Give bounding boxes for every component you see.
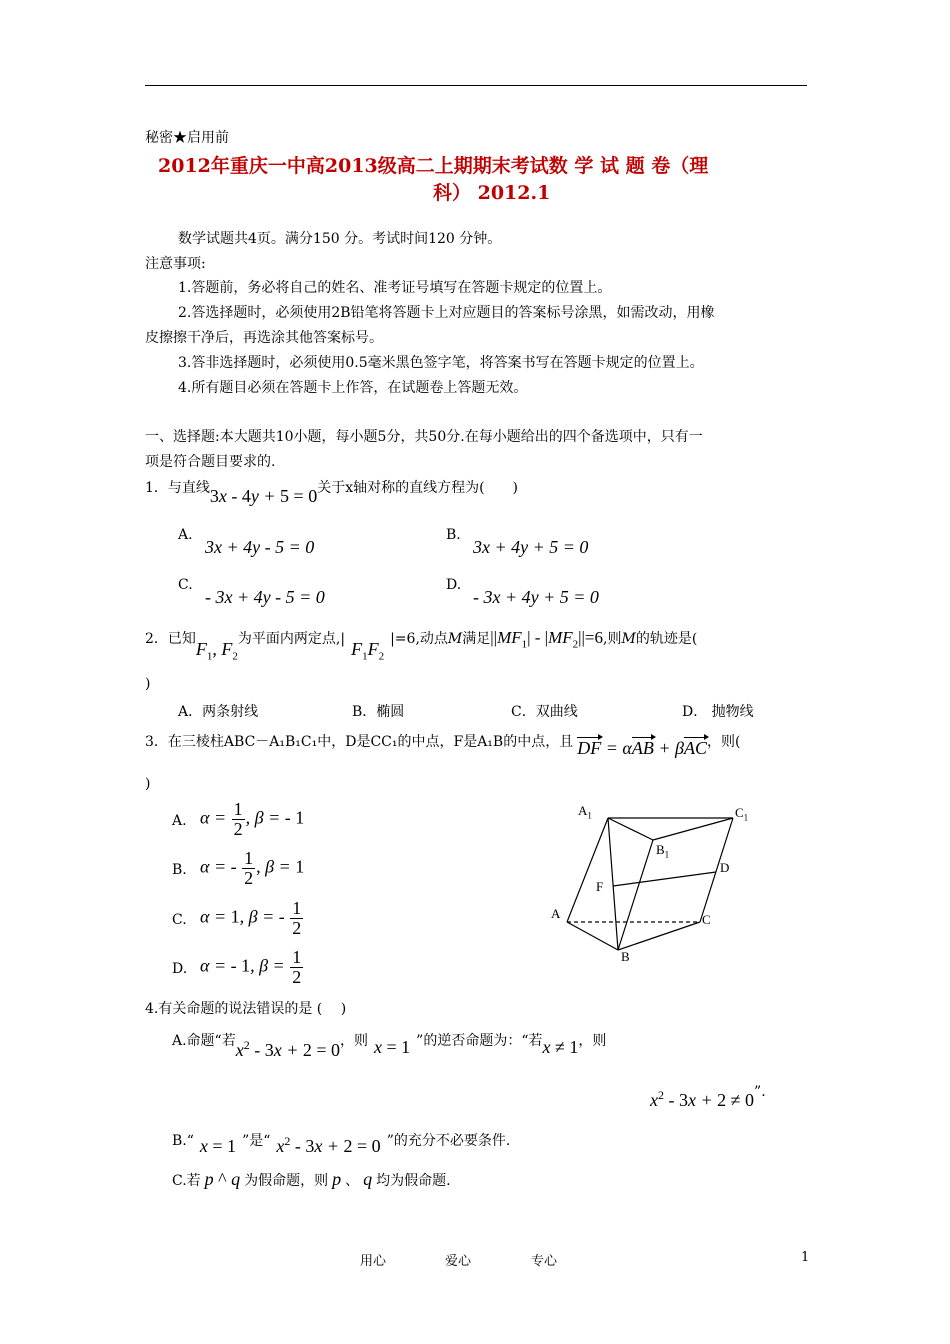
- q2-option-c: C．双曲线: [511, 704, 578, 720]
- page-title-line1: 2012年重庆一中高2013级高二上期期末考试数 学 试 题 卷（理: [158, 155, 709, 177]
- edge-b1-c1: [653, 818, 733, 840]
- q2-stem: 2．已知$F_1$, $F_2$为平面内两定点,| $F_1F_2|=6$,动点M满足$||MF_1| - |MF_2||=6$,则M的轨迹是(: [145, 628, 698, 663]
- q1-option-d-label: D.: [446, 577, 462, 593]
- q2-option-b: B．椭圆: [352, 704, 405, 720]
- q2-close-paren: ): [145, 676, 151, 692]
- q3-option-c-label: C.: [172, 912, 187, 928]
- intro-text: 数学试题共4页。满分150 分。考试时间120 分钟。: [178, 231, 502, 247]
- q4-option-a-cont: $x^2 - 3x + 2 \ne 0$”.: [650, 1084, 766, 1110]
- q3-option-a-eq: α = $\frac{1}{2}$ , β = - 1: [200, 799, 305, 839]
- q4-option-a: A.命题“若$x^2 - 3x + 2 = 0$，则 x = 1 ”的逆否命题为：“若x ≠ 1，则: [172, 1033, 607, 1060]
- edge-b1-b: [618, 840, 653, 950]
- label-a: A: [551, 906, 561, 921]
- note-item: 4.所有题目必须在答题卡上作答，在试题卷上答题无效。: [178, 380, 528, 396]
- q1-option-d-eq: - 3x + 4y + 5 = 0: [473, 587, 599, 607]
- q3-option-c-eq: α = 1, β = - $\frac{1}{2}$: [200, 898, 302, 938]
- label-a1: $A_1$: [578, 803, 592, 821]
- q1-option-a-eq: 3x + 4y - 5 = 0: [205, 537, 315, 557]
- q1-option-c-eq: - 3x + 4y - 5 = 0: [205, 587, 325, 607]
- edge-a1-a: [567, 818, 608, 922]
- segment-f-d: [613, 872, 716, 886]
- q4-option-b: B.“ x = 1 ”是“ $x^2 - 3x + 2 = 0$ ”的充分不必要条件.: [172, 1133, 511, 1156]
- q2-option-a: A．两条射线: [178, 704, 259, 720]
- q4-stem: 4.有关命题的说法错误的是 ( ): [145, 1001, 347, 1017]
- label-f: F: [596, 879, 604, 894]
- edge-a1-b1: [608, 818, 653, 840]
- q3-close-paren: ): [145, 776, 151, 792]
- q1-option-a-label: A.: [178, 527, 193, 543]
- footer-item: 爱心: [445, 1254, 472, 1269]
- note-item: 1.答题前，务必将自己的姓名、准考证号填写在答题卡规定的位置上。: [178, 280, 612, 296]
- label-b: B: [621, 949, 630, 964]
- q3-option-d-label: D.: [172, 961, 188, 977]
- edge-b-c: [618, 922, 700, 950]
- section-heading-cont: 项是符合题目要求的.: [145, 454, 276, 470]
- q4-option-c: C.若 p ^ q 为假命题，则 p 、 q 均为假命题.: [172, 1169, 451, 1189]
- q1-option-b-label: B.: [446, 527, 461, 543]
- footer-item: 用心: [360, 1254, 387, 1269]
- segment-a1-b: [608, 818, 618, 950]
- header-rule: [145, 85, 807, 86]
- note-item: 2.答选择题时，必须使用2B铅笔将答题卡上对应题目的答案标号涂黑，如需改动，用橡: [178, 305, 715, 321]
- q3-option-a-label: A.: [172, 813, 187, 829]
- section-heading: 一、选择题:本大题共10小题，每小题5分，共50分.在每小题给出的四个备选项中，只有一: [145, 429, 703, 445]
- page-title-line2: 科） 2012.1: [433, 182, 551, 204]
- q1-option-b-eq: 3x + 4y + 5 = 0: [473, 537, 589, 557]
- q3-option-b-eq: α = - $\frac{1}{2}$ , β = 1: [200, 848, 305, 888]
- note-item: 皮擦擦干净后，再选涂其他答案标号。: [145, 330, 383, 346]
- page-number: 1: [801, 1250, 810, 1265]
- q3-stem: 3．在三棱柱ABC－A₁B₁C₁中，D是CC₁的中点，F是A₁B的中点，且 DF = αAB + βAC，则(: [145, 734, 741, 758]
- q1-stem: 1．与直线3x - 4y + 5 = 0关于x轴对称的直线方程为( ): [145, 480, 519, 506]
- q3-option-b-label: B.: [172, 862, 187, 878]
- notes-heading: 注意事项:: [145, 256, 206, 272]
- label-c: C: [702, 912, 711, 927]
- q3-option-d-eq: α = - 1, β = $\frac{1}{2}$: [200, 947, 302, 987]
- footer-item: 专心: [531, 1254, 558, 1269]
- note-item: 3.答非选择题时，必须使用0.5毫米黑色签字笔，将答案书写在答题卡规定的位置上。: [178, 355, 704, 371]
- secret-label: 秘密★启用前: [145, 130, 229, 146]
- edge-a-b: [567, 922, 618, 950]
- label-c1: $C_1$: [735, 805, 749, 823]
- q2-option-d: D． 抛物线: [682, 704, 754, 720]
- label-d: D: [720, 860, 730, 875]
- q1-option-c-label: C.: [178, 577, 193, 593]
- label-b1: $B_1$: [656, 842, 670, 860]
